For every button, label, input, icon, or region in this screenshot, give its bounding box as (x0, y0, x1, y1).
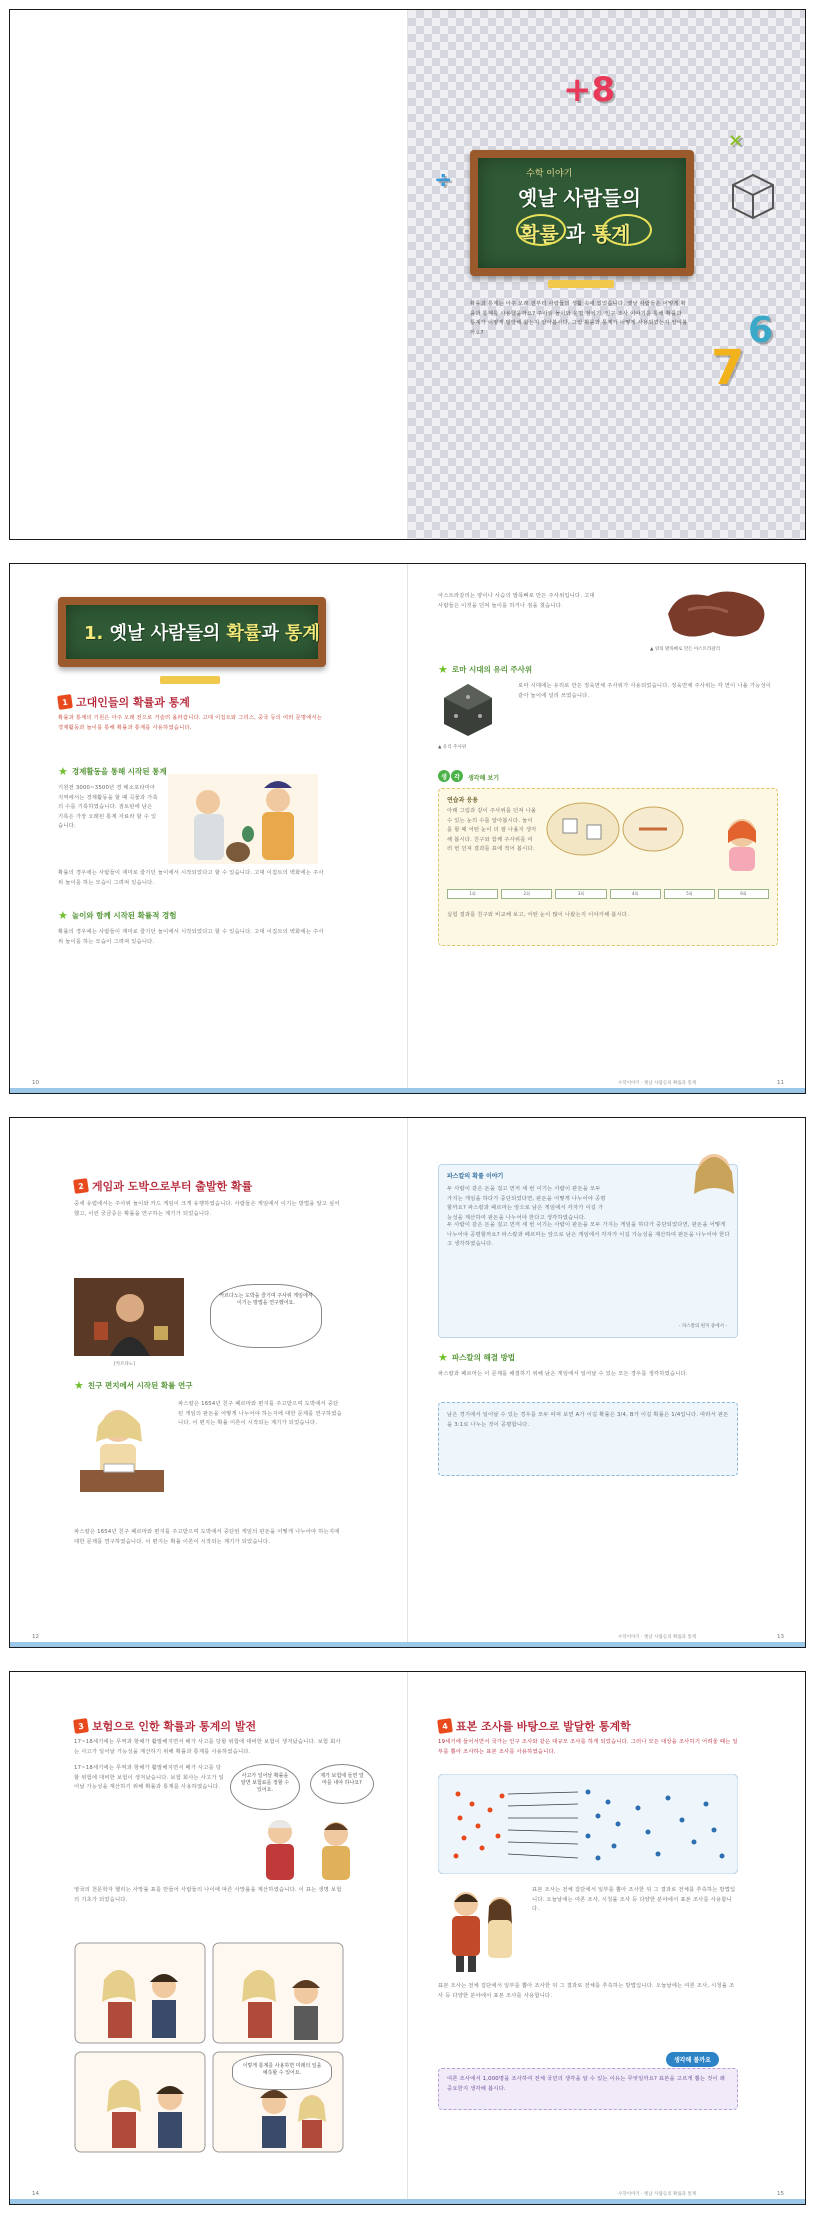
girl-illustration (717, 813, 767, 873)
letter-text: 두 사람이 같은 돈을 걸고 먼저 세 번 이기는 사람이 판돈을 모두 가지는 게임을 하다가 중단되었다면, 판돈을 어떻게 나누어야 공평할까요? 파스칼과 페르마는 앞으로 남은 게임에서 각자가 이길 가능성을 계산하여 판돈을 나누어야 한다고 생각하였습니다. (447, 1186, 606, 1221)
sub-heading (438, 1352, 515, 1363)
cover-title-line1: 옛날 사람들의 (518, 186, 641, 210)
cardano-portrait (74, 1278, 184, 1356)
survey-illustration (438, 1884, 524, 1974)
section-heading (58, 694, 190, 710)
board-title-text: 옛날 사람들의 (109, 623, 221, 644)
activity-footer: 실험 결과를 친구와 비교해 보고, 어떤 눈이 많이 나왔는지 이야기해 봅시다. (447, 912, 630, 918)
sub-heading (74, 1380, 193, 1391)
table-cell: 4회 (610, 889, 661, 899)
running-footer: 수학이야기 · 옛날 사람들의 확률과 통계 (618, 2192, 697, 2197)
table-cell: 2회 (501, 889, 552, 899)
section-title: 보험으로 인한 확률과 통계의 발전 (92, 1720, 257, 1733)
table-cell: 1회 (447, 889, 498, 899)
star-icon: ★ (58, 765, 68, 778)
page-11 (408, 564, 806, 1093)
paragraph: 확률과 통계의 기원은 아주 오래 전으로 거슬러 올라갑니다. 고대 이집트와 그리스, 중국 등의 여러 문명에서는 경제활동과 놀이를 통해 확률과 통계를 사용하였습니다. (58, 715, 323, 731)
page-14 (10, 1672, 408, 2204)
sub-title: 로마 시대의 유리 주사위 (451, 665, 533, 674)
think-text: 여론 조사에서 1,000명을 조사하여 전체 국민의 생각을 알 수 있는 이유는 무엇일까요? 표본을 고르게 뽑는 것이 왜 중요한지 생각해 봅시다. (447, 2076, 725, 2092)
cover-chalkboard (470, 150, 694, 276)
page-number: 11 (777, 1080, 784, 1086)
sub-heading (58, 910, 177, 921)
cover-title-and: 과 (565, 222, 585, 246)
section-number: 1 (57, 694, 73, 710)
sub-heading (58, 766, 167, 777)
page-13 (408, 1118, 806, 1647)
spread-games (9, 1117, 806, 1648)
running-footer: 수학이야기 · 옛날 사람들의 확률과 통계 (618, 1081, 697, 1086)
activity-subtitle: 연습과 응용 (447, 797, 479, 804)
badge-dot: 생 (438, 770, 450, 782)
paragraph: 파스칼은 1654년 친구 페르마와 편지를 주고받으며 도박에서 중단된 게임의 판돈을 어떻게 나누어야 하는지에 대한 문제를 연구하였습니다. 이 편지는 확률 이론이 시작되는 계기가 되었습니다. (178, 1401, 342, 1427)
section-title: 게임과 도박으로부터 출발한 확률 (92, 1180, 253, 1193)
cover-page (408, 10, 805, 539)
section-heading (74, 1718, 256, 1734)
letter-text: 두 사람이 같은 돈을 걸고 먼저 세 번 이기는 사람이 판돈을 모두 가지는 게임을 하다가 중단되었다면, 판돈을 어떻게 나누어야 공평할까요? 파스칼과 페르마는 앞으로 남은 게임에서 각자가 이길 가능성을 계산하여 판돈을 나누어야 한다고 생각하였습니다. (447, 1222, 730, 1248)
speech-bubble: 카르다노는 도박을 즐기며 주사위 게임에서 이기는 방법을 연구했어요. (210, 1284, 322, 1348)
paragraph: 확률의 경우에는 사람들이 재미로 즐기던 놀이에서 시작되었다고 할 수 있습니다. 고대 이집트의 벽화에는 주사위 놀이를 하는 모습이 그려져 있습니다. (58, 870, 324, 886)
blank-page (10, 10, 408, 539)
solution-box (438, 1402, 738, 1476)
circle-highlight (602, 214, 652, 246)
bone-dice-photo (658, 584, 778, 644)
page-number: 15 (777, 2191, 784, 2197)
glass-dice-photo (438, 680, 498, 740)
paragraph: 파스칼과 페르마는 이 문제를 해결하기 위해 남은 게임에서 일어날 수 있는 모든 경우를 생각하였습니다. (438, 1371, 688, 1377)
dice-game-illustration (543, 799, 703, 859)
photo-caption: ▲ 유리 주사위 (438, 745, 467, 750)
page-number: 13 (777, 1634, 784, 1640)
woman-portrait-illustration (684, 1142, 744, 1202)
letter-label: 파스칼의 확률 이야기 (447, 1173, 504, 1180)
footer-bar (408, 2199, 805, 2204)
speech-bubble: 사고가 일어날 확률을 알면 보험료를 정할 수 있어요. (230, 1764, 300, 1810)
photo-caption: ▲ 양의 발목뼈로 만든 아스트라갈리 (650, 647, 721, 652)
cover-hl-probability: 확률 (520, 222, 559, 246)
paragraph: 표본 조사는 전체 집단에서 일부를 뽑아 조사한 뒤 그 결과로 전체를 추측하는 방법입니다. 오늘날에는 여론 조사, 시청률 조사 등 다양한 분야에서 표본 조사를 사용합니다. (532, 1887, 736, 1913)
footer-bar (408, 1642, 805, 1647)
footer-bar (10, 2199, 408, 2204)
paragraph: 파스칼은 1654년 친구 페르마와 편지를 주고받으며 도박에서 중단된 게임의 판돈을 어떻게 나누어야 하는지에 대한 문제를 연구하였습니다. 이 편지는 확률 이론이 시작되는 계기가 되었습니다. (74, 1529, 340, 1545)
times-deco: × (728, 130, 744, 151)
paragraph: 영국의 천문학자 핼리는 사망률 표를 만들어 사람들의 나이에 따른 사망률을 계산하였습니다. 이 표는 생명 보험의 기초가 되었습니다. (74, 1887, 342, 1903)
star-icon: ★ (438, 663, 448, 676)
paragraph: 중세 유럽에서는 주사위 놀이와 카드 게임이 크게 유행하였습니다. 사람들은 게임에서 이기는 방법을 알고 싶어 했고, 이런 궁금증은 확률을 연구하는 계기가 되었습니다. (74, 1201, 340, 1217)
paragraph: 로마 시대에는 유리로 만든 정육면체 주사위가 사용되었습니다. 정육면체 주사위는 각 면이 나올 가능성이 같아 놀이에 널리 쓰였습니다. (518, 683, 772, 699)
page-number: 10 (32, 1080, 39, 1086)
table-cell: 6회 (718, 889, 769, 899)
page-15 (408, 1672, 806, 2204)
merchant-illustration (168, 774, 318, 864)
spread-cover (9, 9, 806, 540)
page-number: 14 (32, 2191, 39, 2197)
board-and: 과 (261, 623, 279, 644)
sub-title: 친구 편지에서 시작된 확률 연구 (87, 1381, 193, 1390)
think-label: 생각해 볼까요 (666, 2052, 719, 2067)
section-chalkboard (58, 597, 326, 667)
paragraph: 아스트라갈리는 양이나 사슴의 발목뼈로 만든 주사위입니다. 고대 사람들은 이것을 던져 놀이를 하거나 점을 쳤습니다. (438, 593, 595, 609)
page-number: 12 (32, 1634, 39, 1640)
section-number: 3 (73, 1718, 89, 1734)
star-icon: ★ (58, 909, 68, 922)
board-number: 1. (84, 623, 104, 644)
speech-bubble: 이렇게 통계를 사용하면 미래의 일을 예측할 수 있어요. (232, 2054, 332, 2090)
speech-bubble: 제가 보험에 들면 얼마를 내야 하나요? (310, 1764, 374, 1804)
sub-heading (438, 664, 532, 675)
pascal-writing-illustration (74, 1398, 170, 1498)
paragraph: 17~18세기에는 무역과 항해가 활발해지면서 배가 사고를 당할 위험에 대비한 보험이 생겨났습니다. 보험 회사는 사고가 일어날 가능성을 계산하기 위해 확률과 통계를 사용하였습니다. (74, 1739, 341, 1755)
board-hl-statistics: 통계 (285, 623, 320, 644)
footer-bar (408, 1088, 805, 1093)
footer-bar (10, 1088, 408, 1093)
board-label: 수학 이야기 (526, 169, 573, 179)
seven-deco: 7 (711, 340, 745, 396)
portrait-caption: [카르다노] (114, 1362, 135, 1367)
sub-title: 파스칼의 해결 방법 (451, 1353, 516, 1362)
activity-label: 생각해 보기 (468, 775, 500, 782)
divide-deco: ÷ (434, 168, 453, 193)
paragraph: 19세기에 들어서면서 국가는 인구 조사와 같은 대규모 조사를 하게 되었습니다. 그러나 모든 대상을 조사하기 어려울 때는 일부를 뽑아 조사하는 표본 조사를 사용하였습니다. (438, 1739, 738, 1755)
board-hl-probability: 확률 (226, 623, 262, 644)
page-12 (10, 1118, 408, 1647)
sub-title: 놀이와 함께 시작된 확률적 경험 (71, 911, 177, 920)
paragraph: 표본 조사는 전체 집단에서 일부를 뽑아 조사한 뒤 그 결과로 전체를 추측하는 방법입니다. 오늘날에는 여론 조사, 시청률 조사 등 다양한 분야에서 표본 조사를 사용합니다. (438, 1983, 735, 1999)
page-10 (10, 564, 408, 1093)
paragraph: 확률의 경우에는 사람들이 재미로 즐기던 놀이에서 시작되었다고 할 수 있습니다. 고대 이집트의 벽화에는 주사위 놀이를 하는 모습이 그려져 있습니다. (58, 929, 324, 945)
star-icon: ★ (438, 1351, 448, 1364)
activity-box (438, 788, 778, 946)
section-number: 2 (73, 1178, 89, 1194)
section-heading (438, 1718, 631, 1734)
think-box (438, 2068, 738, 2110)
cube-deco-icon (728, 170, 778, 220)
sub-title: 경제활동을 통해 시작된 통계 (71, 767, 167, 776)
section-heading (74, 1178, 252, 1194)
letter-source: - 파스칼의 편지 중에서 - (678, 1324, 727, 1329)
sampling-diagram (438, 1774, 738, 1874)
insurance-illustration (250, 1812, 370, 1882)
chalk-eraser (548, 280, 614, 288)
plus-eight-deco: +8 (563, 70, 616, 110)
table-cell: 5회 (664, 889, 715, 899)
running-footer: 수학이야기 · 옛날 사람들의 확률과 통계 (618, 1635, 697, 1640)
section-number: 4 (437, 1718, 453, 1734)
spread-ancient (9, 563, 806, 1094)
activity-badge (438, 770, 463, 782)
star-icon: ★ (74, 1379, 84, 1392)
paragraph: 기원전 3000~3500년 경 메소포타미아 지역에서는 경제활동을 할 때 곡물과 가축의 수를 기록하였습니다. 점토판에 남은 기록은 가장 오래된 통계 자료라 할 수 있습니다. (58, 785, 158, 830)
paragraph: 17~18세기에는 무역과 항해가 활발해지면서 배가 사고를 당할 위험에 대비한 보험이 생겨났습니다. 보험 회사는 사고가 일어날 가능성을 계산하기 위해 확률과 통계를 사용하였습니다. (74, 1765, 224, 1791)
badge-dot: 각 (451, 770, 463, 782)
cover-intro-text: 확률과 통계는 아주 오래 전부터 사람들의 생활 속에 있었습니다. 옛날 사람들은 어떻게 확률과 통계를 사용했을까요? 주사위 놀이와 운명 점치기, 인구 조사 이야기를 통해 확률과 통계가 어떻게 발달해 왔는지 알아봅시다. 그럼 확률과 통계가 어떻게 사용되었는지 알아볼까요? (470, 301, 688, 336)
six-deco: 6 (748, 310, 774, 351)
comic-panels (74, 1942, 344, 2162)
table-cell: 3회 (555, 889, 606, 899)
chalk-eraser (160, 676, 220, 684)
cover-hl-statistics: 통계 (591, 222, 631, 246)
board-chapter-title (84, 619, 320, 645)
section-title: 고대인들의 확률과 통계 (76, 696, 190, 709)
solution-text: 남은 경기에서 일어날 수 있는 경우를 모두 따져 보면 A가 이길 확률은 3/4, B가 이길 확률은 1/4입니다. 따라서 판돈을 3:1로 나누는 것이 공평합니다. (447, 1412, 729, 1428)
spread-insurance (9, 1671, 806, 2205)
circle-highlight (516, 214, 566, 246)
result-table (447, 889, 769, 899)
section-title: 표본 조사를 바탕으로 발달한 통계학 (456, 1720, 631, 1733)
footer-bar (10, 1642, 408, 1647)
activity-text: 아래 그림과 같이 주사위를 던져 나올 수 있는 눈의 수를 알아봅시다. 놀이를 할 때 어떤 눈이 더 잘 나올지 생각해 봅시다. 친구와 함께 주사위를 여러 번 던져 결과를 표에 적어 봅시다. (447, 808, 537, 853)
